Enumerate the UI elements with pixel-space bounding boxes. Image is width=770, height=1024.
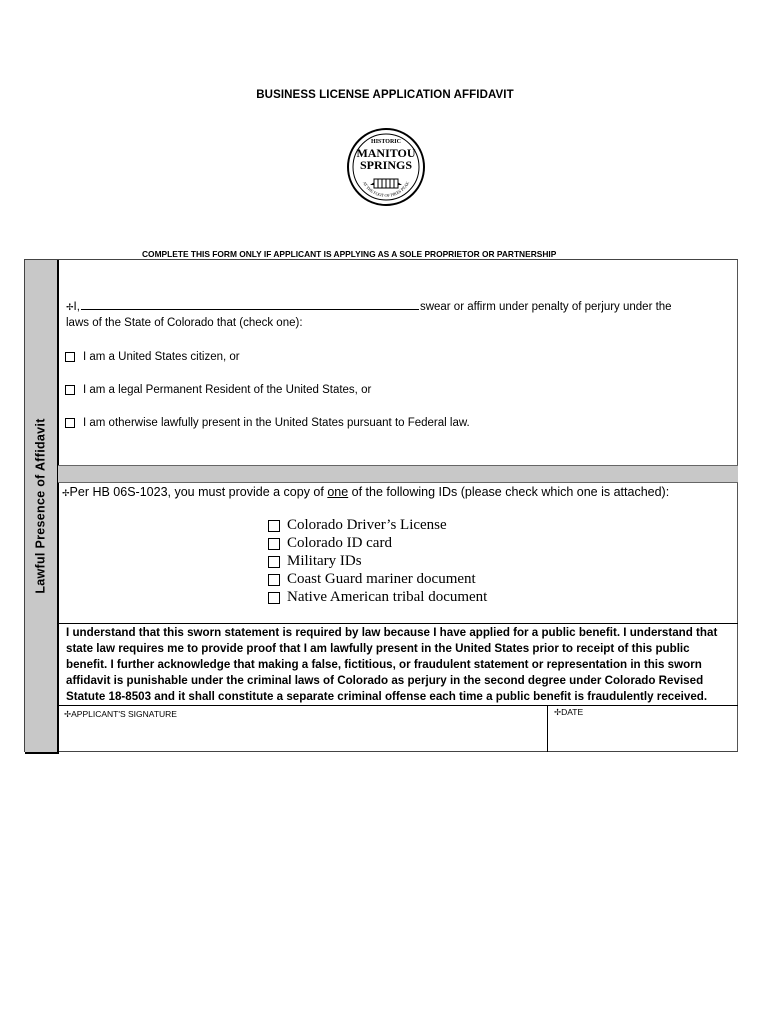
id-option-label: Native American tribal document [287,589,488,605]
page-title: BUSINESS LICENSE APPLICATION AFFIDAVIT [256,89,514,101]
status-option-permanent-resident[interactable] [65,384,371,396]
fill-pointer-icon: ✢ [64,709,72,719]
svg-text:AT THE FOOT OF PIKES PEAK: AT THE FOOT OF PIKES PEAK [361,180,411,198]
sworn-statement: I understand that this sworn statement is required by law because I have applied for a public benefit. I understand that state law requires me to provide proof that I am lawfully present in the United States prior to receipt of this public benefit. I further acknowledge that making a false, fictitious, or fraudulent statement or representation in this sworn affidavit is punishable under the criminal laws of Colorado as perjury in the second degree under Colorado Revised Statute 18-8503 and it shall constitute a separate criminal offense each time a public benefit is fraudulently received. [66,626,718,703]
checkbox[interactable] [268,592,280,604]
applicant-name-field[interactable] [81,298,419,310]
date-field[interactable] [554,707,583,718]
status-option-label: I am otherwise lawfully present in the United States pursuant to Federal law. [83,417,470,429]
checkbox[interactable] [65,385,75,395]
divider [58,705,738,706]
oath-statement-line2: laws of the State of Colorado that (check one): [66,317,303,329]
status-option-citizen[interactable] [65,351,240,363]
checkbox[interactable] [268,538,280,550]
id-requirement-text [62,485,669,499]
svg-text:HISTORIC: HISTORIC [371,139,401,145]
id-option-label: Colorado ID card [287,535,392,551]
checkbox[interactable] [268,574,280,586]
checkbox[interactable] [268,520,280,532]
city-seal-logo [346,127,426,207]
oath-prefix: I, [73,301,80,313]
divider [547,705,548,752]
id-option-id-card[interactable] [268,535,392,552]
checkbox[interactable] [268,556,280,568]
date-label: DATE [561,707,584,717]
id-option-drivers-license[interactable] [268,517,447,534]
svg-text:MANITOU: MANITOU [356,146,416,160]
id-option-label: Coast Guard mariner document [287,571,476,587]
side-label-container [25,260,57,752]
id-option-label: Military IDs [287,553,362,569]
id-requirement-after: of the following IDs (please check which one is attached): [348,485,670,499]
divider [58,623,738,624]
signature-label: APPLICANT'S SIGNATURE [71,709,177,719]
fill-pointer-icon: ✢ [66,302,74,312]
oath-statement [66,298,696,313]
signature-field[interactable] [64,709,177,720]
id-option-label: Colorado Driver’s License [287,517,447,533]
id-option-tribal[interactable] [268,589,487,606]
id-requirement-emphasis: one [327,485,349,499]
section-divider-band [58,465,738,483]
oath-suffix: swear or affirm under penalty of perjury under the [419,301,672,313]
id-option-coast-guard[interactable] [268,571,476,588]
checkbox[interactable] [65,418,75,428]
side-label-text: Lawful Presence of Affidavit [34,418,48,594]
status-option-label: I am a legal Permanent Resident of the United States, or [83,384,372,396]
form-instruction: COMPLETE THIS FORM ONLY IF APPLICANT IS APPLYING AS A SOLE PROPRIETOR OR PARTNERSHIP [142,249,557,259]
fill-pointer-icon: ✢ [62,488,70,498]
checkbox[interactable] [65,352,75,362]
status-option-lawfully-present[interactable] [65,417,470,429]
fill-pointer-icon: ✢ [554,707,562,717]
status-option-label: I am a United States citizen, or [83,351,240,363]
svg-text:SPRINGS: SPRINGS [359,158,413,172]
id-option-military[interactable] [268,553,362,570]
id-requirement-before: Per HB 06S-1023, you must provide a copy of [69,485,328,499]
